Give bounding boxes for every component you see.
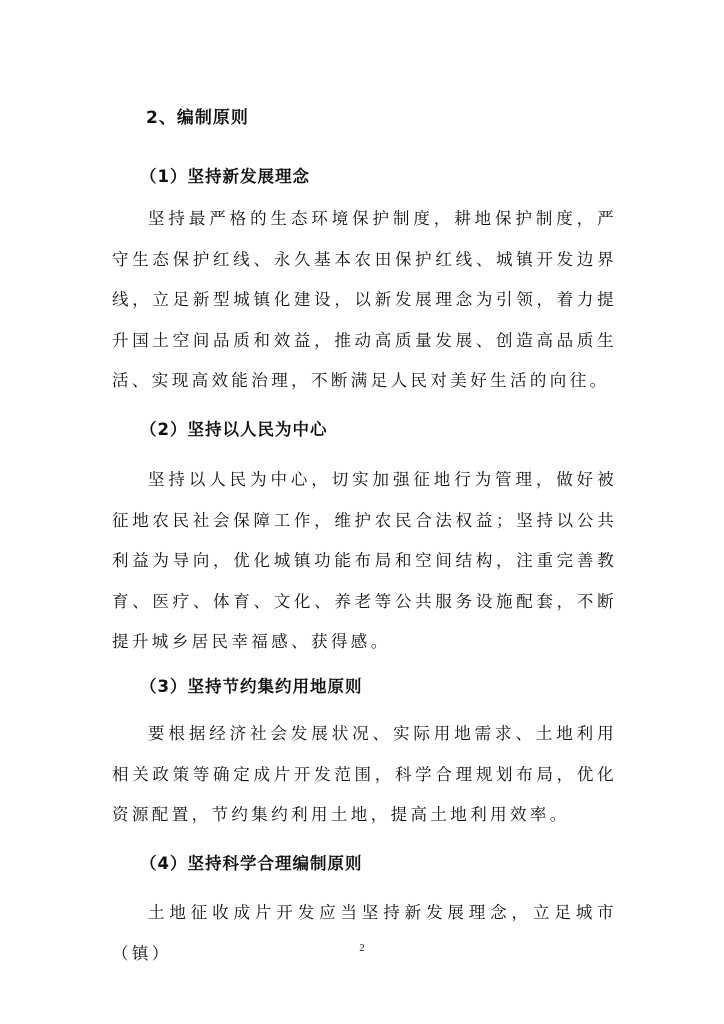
- subsection-heading-3: （3）坚持节约集约用地原则: [140, 677, 363, 696]
- paragraph-3: 要根据经济社会发展状况、实际用地需求、土地利用相关政策等确定成片开发范围，科学合理规划布局，优化资源配置，节约集约利用土地，提高土地利用效率。: [112, 724, 617, 824]
- subsection-heading-4: （4）坚持科学合理编制原则: [140, 854, 363, 873]
- paragraph-2: 坚持以人民为中心，切实加强征地行为管理，做好被征地农民社会保障工作，维护农民合法权益；坚持以公共利益为导向，优化城镇功能布局和空间结构，注重完善教育、医疗、体育、文化、养老等公共服务设施配套，不断提升城乡居民幸福感、获得感。: [112, 470, 617, 651]
- paragraph-4: 土地征收成片开发应当坚持新发展理念，立足城市（镇）: [112, 903, 617, 963]
- paragraph-1: 坚持最严格的生态环境保护制度，耕地保护制度，严守生态保护红线、永久基本农田保护红线、城镇开发边界线，立足新型城镇化建设，以新发展理念为引领，着力提升国土空间品质和效益，推动高质量发展、创造高品质生活、实现高效能治理，不断满足人民对美好生活的向往。: [112, 209, 617, 390]
- page-number: 2: [359, 942, 365, 954]
- subsection-heading-2: （2）坚持以人民为中心: [140, 420, 328, 439]
- section-heading: 2、编制原则: [146, 108, 249, 128]
- subsection-heading-1: （1）坚持新发展理念: [140, 167, 310, 186]
